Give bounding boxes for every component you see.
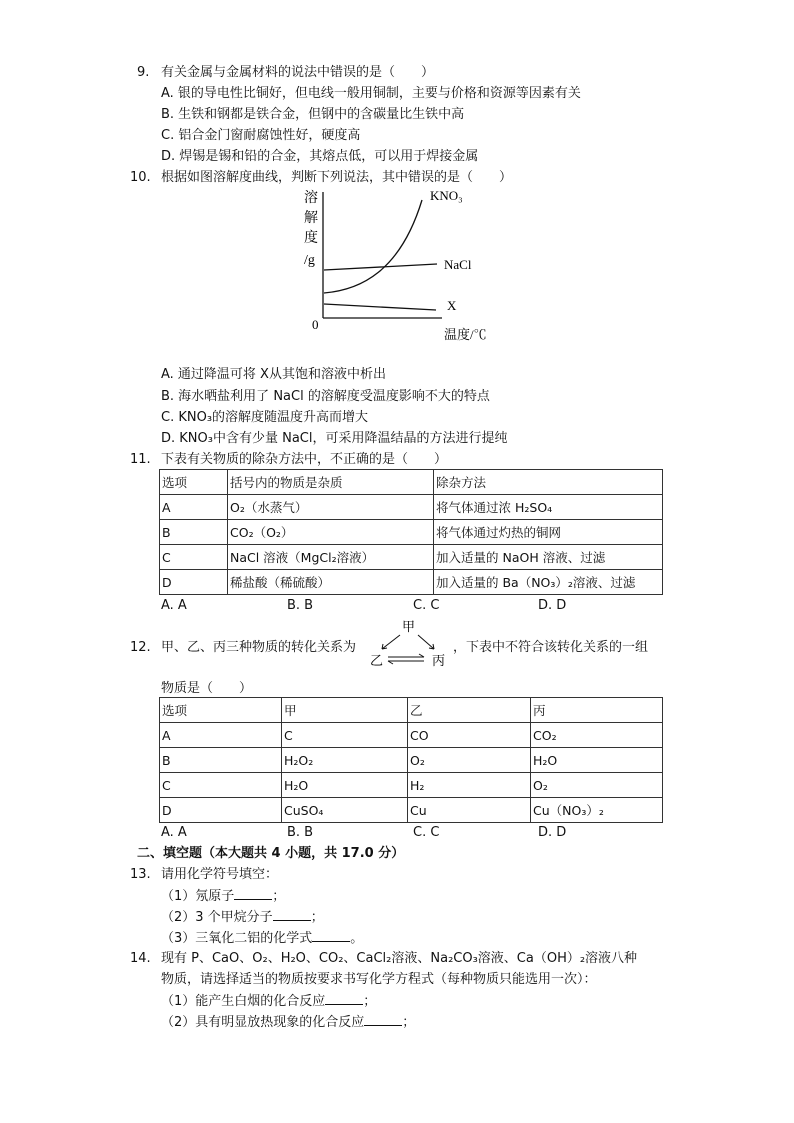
table-cell: O₂: [408, 748, 531, 773]
answer-blank[interactable]: [273, 908, 311, 921]
table-row: [160, 748, 663, 773]
table-cell: CuSO₄: [282, 798, 408, 823]
nacl-label: NaCl: [444, 257, 472, 272]
node-bing: 丙: [432, 653, 446, 668]
question-number: 11.: [130, 452, 151, 467]
answer-c: C. C: [413, 598, 440, 613]
table-cell: A: [160, 723, 282, 748]
arrow-jia-to-yi: [382, 635, 400, 649]
table-cell: H₂O: [531, 748, 663, 773]
y-label-1: 溶: [304, 191, 318, 206]
table-cell: H₂O: [282, 773, 408, 798]
question-number: 14.: [130, 951, 151, 966]
x-curve-label: X: [447, 298, 457, 313]
y-label-4: /g: [304, 253, 315, 268]
table-cell: 加入适量的 Ba（NO₃）₂溶液、过滤: [434, 570, 663, 595]
table-header-row: [160, 698, 663, 723]
question-stem: 根据如图溶解度曲线，判断下列说法，其中错误的是（ ）: [161, 170, 513, 185]
table-cell: O₂: [531, 773, 663, 798]
table-cell: CO₂（O₂）: [228, 520, 434, 545]
table-cell: 稀盐酸（稀硫酸）: [228, 570, 434, 595]
table-cell: NaCl 溶液（MgCl₂溶液）: [228, 545, 434, 570]
question-stem-line2: 物质是（ ）: [161, 681, 253, 696]
table-header-cell: 丙: [531, 698, 663, 723]
answer-blank[interactable]: [364, 1013, 402, 1026]
y-label-3: 度: [304, 231, 318, 246]
table-row: [160, 570, 663, 595]
x-axis-label: 温度/℃: [444, 327, 487, 342]
y-label-2: 解: [304, 211, 318, 226]
question-stem: 有关金属与金属材料的说法中错误的是（ ）: [161, 65, 435, 80]
answer-b: B. B: [287, 598, 314, 613]
option-a: A. 银的导电性比铜好，但电线一般用铜制，主要与价格和资源等因素有关: [161, 86, 581, 101]
table-cell: O₂（水蒸气）: [228, 495, 434, 520]
table-cell: 将气体通过灼热的铜网: [434, 520, 663, 545]
node-yi: 乙: [370, 653, 384, 668]
fill-item-2: （2）3 个甲烷分子 ；: [161, 910, 324, 925]
answer-a: A. A: [161, 598, 187, 613]
question-stem: 下表有关物质的除杂方法中，不正确的是（ ）: [161, 452, 448, 467]
table-header-cell: 除杂方法: [434, 470, 663, 495]
option-c: C. 铝合金门窗耐腐蚀性好，硬度高: [161, 128, 361, 143]
question-stem-end: ，下表中不符合该转化关系的一组: [453, 640, 649, 655]
question-stem-line2: 物质，请选择适当的物质按要求书写化学方程式（每种物质只能选用一次）：: [161, 972, 597, 987]
fill-item-3: （3）三氧化二铝的化学式 。: [161, 931, 364, 946]
transformation-diagram: [368, 617, 452, 671]
answer-blank[interactable]: [312, 929, 350, 942]
question-number: 10.: [130, 170, 151, 185]
fill-item-1: （1）能产生白烟的化合反应 ；: [161, 994, 377, 1009]
table-cell: CO: [408, 723, 531, 748]
node-jia: 甲: [402, 619, 416, 634]
option-d: D. KNO₃中含有少量 NaCl，可采用降温结晶的方法进行提纯: [161, 431, 508, 446]
option-a: A. 通过降温可将 X从其饱和溶液中析出: [161, 367, 386, 382]
table-cell: C: [160, 773, 282, 798]
table-header-cell: 括号内的物质是杂质: [228, 470, 434, 495]
table-header-cell: 选项: [160, 470, 228, 495]
table-row: [160, 723, 663, 748]
option-b: B. 海水晒盐利用了 NaCl 的溶解度受温度影响不大的特点: [161, 389, 490, 404]
table-row: [160, 798, 663, 823]
table-cell: B: [160, 748, 282, 773]
answer-blank[interactable]: [234, 887, 272, 900]
table-row: [160, 495, 663, 520]
table-cell: Cu: [408, 798, 531, 823]
question-number: 9.: [137, 65, 150, 80]
answer-c: C. C: [413, 825, 440, 840]
table-cell: D: [160, 570, 228, 595]
table-cell: C: [160, 545, 228, 570]
answer-d: D. D: [538, 598, 567, 613]
table-cell: D: [160, 798, 282, 823]
table-cell: H₂: [408, 773, 531, 798]
table-row: [160, 520, 663, 545]
table-header-cell: 甲: [282, 698, 408, 723]
fill-item-2: （2）具有明显放热现象的化合反应 ；: [161, 1015, 416, 1030]
kno3-label: KNO₃: [430, 188, 463, 203]
table-cell: CO₂: [531, 723, 663, 748]
impurity-removal-table: [159, 469, 663, 595]
table-cell: Cu（NO₃）₂: [531, 798, 663, 823]
table-cell: 加入适量的 NaOH 溶液、过滤: [434, 545, 663, 570]
solubility-graph: [290, 182, 510, 347]
table-cell: C: [282, 723, 408, 748]
origin-label: 0: [312, 317, 319, 332]
answer-b: B. B: [287, 825, 314, 840]
transformation-table: [159, 697, 663, 823]
option-b: B. 生铁和钢都是铁合金，但钢中的含碳量比生铁中高: [161, 107, 465, 122]
table-header-cell: 乙: [408, 698, 531, 723]
table-cell: H₂O₂: [282, 748, 408, 773]
answer-a: A. A: [161, 825, 187, 840]
table-row: [160, 545, 663, 570]
table-header-cell: 选项: [160, 698, 282, 723]
question-stem: 请用化学符号填空：: [161, 867, 279, 882]
arrow-jia-to-bing: [418, 635, 434, 649]
fill-item-1: （1）氖原子 ；: [161, 889, 286, 904]
table-cell: A: [160, 495, 228, 520]
answer-blank[interactable]: [325, 992, 363, 1005]
section-title: 二、填空题（本大题共 4 小题，共 17.0 分）: [137, 846, 405, 861]
option-d: D. 焊锡是锡和铅的合金，其熔点低，可以用于焊接金属: [161, 149, 479, 164]
option-c: C. KNO₃的溶解度随温度升高而增大: [161, 410, 369, 425]
nacl-curve: [324, 264, 437, 270]
question-stem-start: 甲、乙、丙三种物质的转化关系为: [161, 640, 357, 655]
question-stem-line1: 现有 P、CaO、O₂、H₂O、CO₂、CaCl₂溶液、Na₂CO₃溶液、Ca（OH）₂溶液八种: [161, 951, 638, 966]
table-cell: 将气体通过浓 H₂SO₄: [434, 495, 663, 520]
table-row: [160, 773, 663, 798]
question-number: 12.: [130, 640, 151, 655]
kno3-curve: [324, 200, 422, 293]
question-number: 13.: [130, 867, 151, 882]
table-cell: B: [160, 520, 228, 545]
table-header-row: [160, 470, 663, 495]
answer-d: D. D: [538, 825, 567, 840]
x-curve: [324, 304, 436, 310]
